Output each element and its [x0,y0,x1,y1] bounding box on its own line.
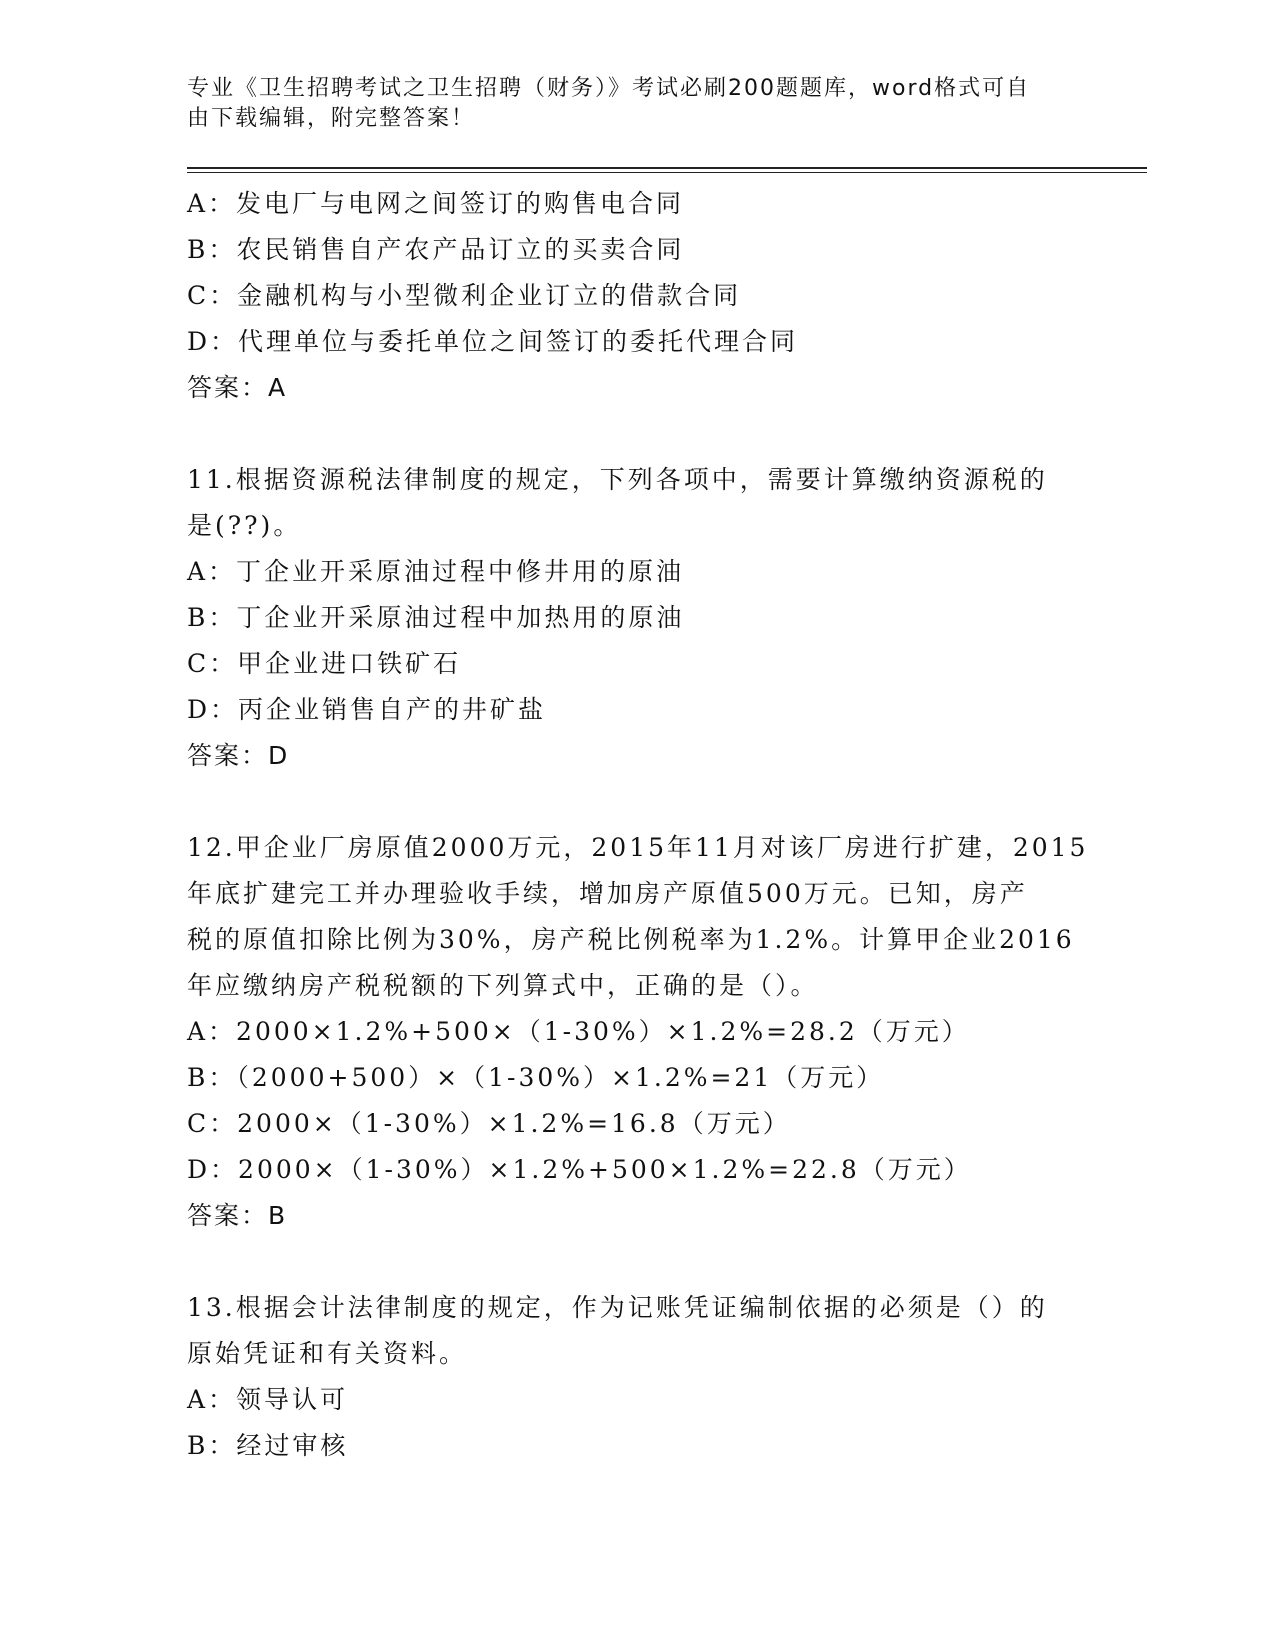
option-a: A：领导认可 [187,1385,349,1414]
option-a: A：2000×1.2%+500×（1-30%）×1.2%=28.2（万元） [187,1017,970,1046]
spacer [187,1239,1147,1285]
header-divider [187,167,1147,173]
question-text-line: 原始凭证和有关资料。 [187,1339,468,1368]
option-c: C：金融机构与小型微利企业订立的借款合同 [187,281,742,310]
option-a: A：发电厂与电网之间签订的购售电合同 [187,189,685,218]
question-text-line: 12.甲企业厂房原值2000万元，2015年11月对该厂房进行扩建，2015 [187,833,1089,862]
spacer [187,411,1147,457]
option-d: D：丙企业销售自产的井矿盐 [187,695,547,724]
option-d: D：2000×（1-30%）×1.2%+500×1.2%=22.8（万元） [187,1155,972,1184]
option-b: B：丁企业开采原油过程中加热用的原油 [187,603,685,632]
question-text-line: 年应缴纳房产税税额的下列算式中，正确的是（）。 [187,971,819,1000]
answer: 答案：A [187,373,288,402]
question-block-13 [187,1285,1147,1469]
question-block-11 [187,457,1147,779]
option-c: C：2000×（1-30%）×1.2%=16.8（万元） [187,1109,791,1138]
question-list [187,181,1147,1469]
option-b: B：经过审核 [187,1431,349,1460]
header-title-line-2: 由下载编辑，附完整答案！ [187,106,476,131]
question-text-line: 税的原值扣除比例为30%，房产税比例税率为1.2%。计算甲企业2016 [187,925,1075,954]
header-title-line-1: 专业《卫生招聘考试之卫生招聘（财务）》考试必刷200题题库，word格式可自 [187,76,1031,101]
answer: 答案：D [187,741,290,770]
question-block-12 [187,825,1147,1239]
header-rule-bottom [187,172,1147,173]
spacer [187,779,1147,825]
document-page [187,0,1147,1469]
option-a: A：丁企业开采原油过程中修井用的原油 [187,557,685,586]
header-rule-top [187,167,1147,169]
question-text-line: 年底扩建完工并办理验收手续，增加房产原值500万元。已知，房产 [187,879,1028,908]
question-text-line: 13.根据会计法律制度的规定，作为记账凭证编制依据的必须是（）的 [187,1293,1048,1322]
option-b: B：农民销售自产农产品订立的买卖合同 [187,235,685,264]
option-b: B：（2000+500）×（1-30%）×1.2%=21（万元） [187,1063,885,1092]
question-block-10 [187,181,1147,411]
option-d: D：代理单位与委托单位之间签订的委托代理合同 [187,327,799,356]
question-text-line: 11.根据资源税法律制度的规定，下列各项中，需要计算缴纳资源税的 [187,465,1048,494]
option-c: C：甲企业进口铁矿石 [187,649,462,678]
question-text-line: 是(??)。 [187,511,302,540]
answer: 答案：B [187,1201,288,1230]
document-header [187,74,1057,134]
